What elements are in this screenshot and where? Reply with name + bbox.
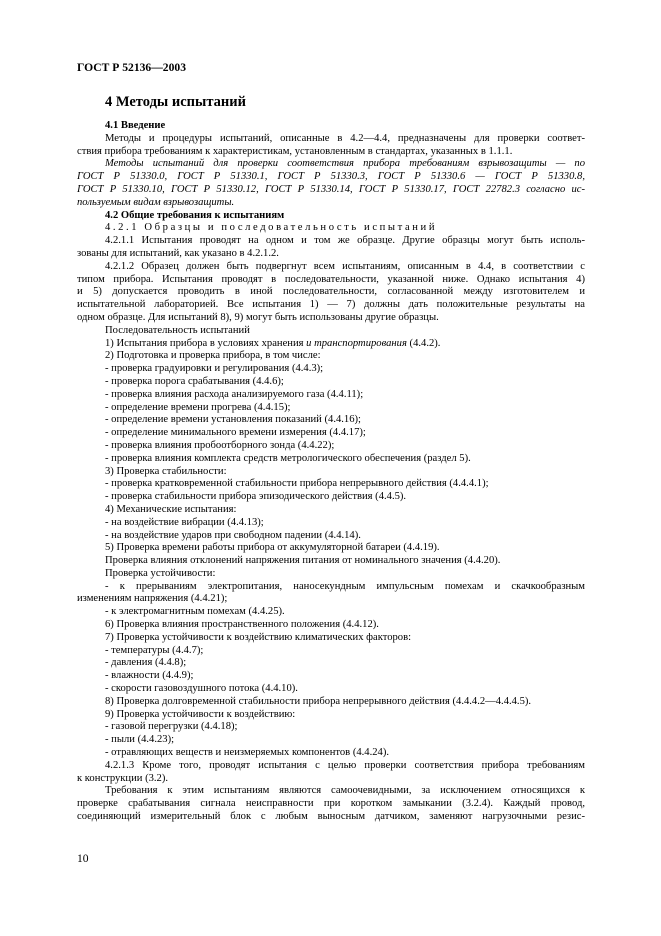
list-item: - температуры (4.4.7); bbox=[105, 644, 204, 656]
list-item: - пыли (4.4.23); bbox=[105, 734, 175, 746]
subsection-heading: 4.1 Введение bbox=[105, 120, 166, 131]
list-item: - отравляющих веществ и неизмеряемых компонентов (4.4.24). bbox=[105, 747, 390, 759]
list-item: - к прерываниям электропитания, наносекундным импульсным помехам и скачкообразным bbox=[105, 580, 585, 592]
section-title: 4 Методы испытаний bbox=[105, 94, 246, 110]
list-item: Проверка влияния отклонений напряжения питания от номинального значения (4.4.20). bbox=[105, 555, 501, 567]
paragraph-line: Методы испытаний для проверки соответствия прибора требованиям взрывозащиты — по bbox=[105, 158, 585, 170]
list-item: изменениям напряжения (4.4.21); bbox=[77, 593, 228, 605]
list-item: 4) Механические испытания: bbox=[105, 503, 237, 515]
list-item: 3) Проверка стабильности: bbox=[105, 465, 227, 477]
list-item: - проверка кратковременной стабильности прибора непрерывного действия (4.4.4.1); bbox=[105, 478, 489, 490]
list-item: - к электромагнитным помехам (4.4.25). bbox=[105, 606, 285, 618]
list-item: - проверка градуировки и регулирования (4.4.3); bbox=[105, 363, 324, 375]
paragraph-line: ствия прибора требованиям к характеристикам, установленным в стандартах, указанных в 1.1.1. bbox=[77, 145, 513, 157]
list-heading: Последовательность испытаний bbox=[105, 324, 250, 336]
paragraph-line: 4.2.1.1 Испытания проводят на одном и том же образце. Другие образцы могут быть исполь- bbox=[105, 235, 585, 247]
paragraph-line: испытательной лабораторией. Все испытания 1) — 7) должны дать положительные результаты на bbox=[77, 299, 585, 311]
paragraph-line: пользуемым видам взрывозащиты. bbox=[77, 196, 235, 208]
list-item: - газовой перегрузки (4.4.18); bbox=[105, 721, 238, 733]
paragraph-line: типом прибора. Испытания проводят в последовательности, указанной ниже. Однако испытания 4) bbox=[77, 273, 585, 285]
standard-header: ГОСТ Р 52136—2003 bbox=[77, 61, 186, 74]
list-item: - давления (4.4.8); bbox=[105, 657, 187, 669]
document-body bbox=[77, 120, 585, 824]
paragraph-line: и 5) допускается проводить в иной последовательности, согласованной между изготовителем и bbox=[77, 286, 585, 298]
subsubsection-heading: 4.2.1 Образцы и последовательность испытаний bbox=[105, 222, 438, 234]
paragraph-line: ГОСТ Р 51330.10, ГОСТ Р 51330.12, ГОСТ Р 51330.14, ГОСТ Р 51330.17, ГОСТ 22782.3 согласно ис- bbox=[77, 183, 585, 195]
paragraph-line: 4.2.1.3 Кроме того, проводят испытания с целью проверки соответствия прибора требованиям bbox=[105, 759, 585, 771]
paragraph-line: зованы для испытаний, как указано в 4.2.1.2. bbox=[77, 247, 279, 259]
list-item: - определение времени прогрева (4.4.15); bbox=[105, 401, 291, 413]
paragraph-line: к конструкции (3.2). bbox=[77, 772, 169, 784]
paragraph-line: Методы и процедуры испытаний, описанные в 4.2—4.4, предназначены для проверки соответ- bbox=[105, 132, 585, 144]
list-item: - проверка влияния расхода анализируемого газа (4.4.11); bbox=[105, 388, 364, 400]
list-item: - на воздействие ударов при свободном падении (4.4.14). bbox=[105, 529, 361, 541]
paragraph-line: проверке срабатывания сигнала неисправности при коротком замыкании (3.2.4). Каждый провод, bbox=[77, 798, 585, 810]
page-number: 10 bbox=[77, 852, 89, 865]
list-item: - проверка влияния комплекта средств метрологического обеспечения (раздел 5). bbox=[105, 452, 471, 464]
list-item: 8) Проверка долговременной стабильности прибора непрерывного действия (4.4.4.2—4.4.4.5). bbox=[105, 695, 532, 707]
list-item: 1) Испытания прибора в условиях хранения и транспортирования (4.4.2). bbox=[105, 337, 441, 349]
list-item: 7) Проверка устойчивости к воздействию климатических факторов: bbox=[105, 631, 412, 643]
list-item: 6) Проверка влияния пространственного положения (4.4.12). bbox=[105, 619, 379, 631]
list-item: - скорости газовоздушного потока (4.4.10). bbox=[105, 683, 298, 695]
paragraph-line: соединяющий измерительный блок с любым выносным датчиком, заменяют нагрузочными резис- bbox=[77, 811, 585, 823]
list-item: 5) Проверка времени работы прибора от аккумуляторной батареи (4.4.19). bbox=[105, 542, 440, 554]
list-item: - определение времени установления показаний (4.4.16); bbox=[105, 414, 361, 426]
list-item: 9) Проверка устойчивости к воздействию: bbox=[105, 708, 296, 720]
list-item: - проверка влияния пробоотборного зонда (4.4.22); bbox=[105, 439, 335, 451]
paragraph-line: Требования к этим испытаниям являются самоочевидными, за исключением относящихся к bbox=[105, 785, 585, 797]
list-item: - проверка порога срабатывания (4.4.6); bbox=[105, 375, 284, 387]
paragraph-line: ГОСТ Р 51330.0, ГОСТ Р 51330.1, ГОСТ Р 51330.3, ГОСТ Р 51330.6 — ГОСТ Р 51330.8, bbox=[77, 171, 585, 183]
subsection-heading: 4.2 Общие требования к испытаниям bbox=[105, 209, 285, 221]
list-item: - определение минимального времени измерения (4.4.17); bbox=[105, 427, 366, 439]
list-item: 2) Подготовка и проверка прибора, в том числе: bbox=[105, 350, 321, 362]
list-item: - проверка стабильности прибора эпизодического действия (4.4.5). bbox=[105, 491, 407, 503]
list-item: - влажности (4.4.9); bbox=[105, 670, 194, 682]
paragraph-line: одном образце. Для испытаний 8), 9) могут быть использованы другие образцы. bbox=[77, 311, 439, 323]
list-item: - на воздействие вибрации (4.4.13); bbox=[105, 516, 264, 528]
list-item: Проверка устойчивости: bbox=[105, 567, 216, 579]
paragraph-line: 4.2.1.2 Образец должен быть подвергнут всем испытаниям, описанным в 4.4, в соответствии с bbox=[105, 260, 585, 272]
